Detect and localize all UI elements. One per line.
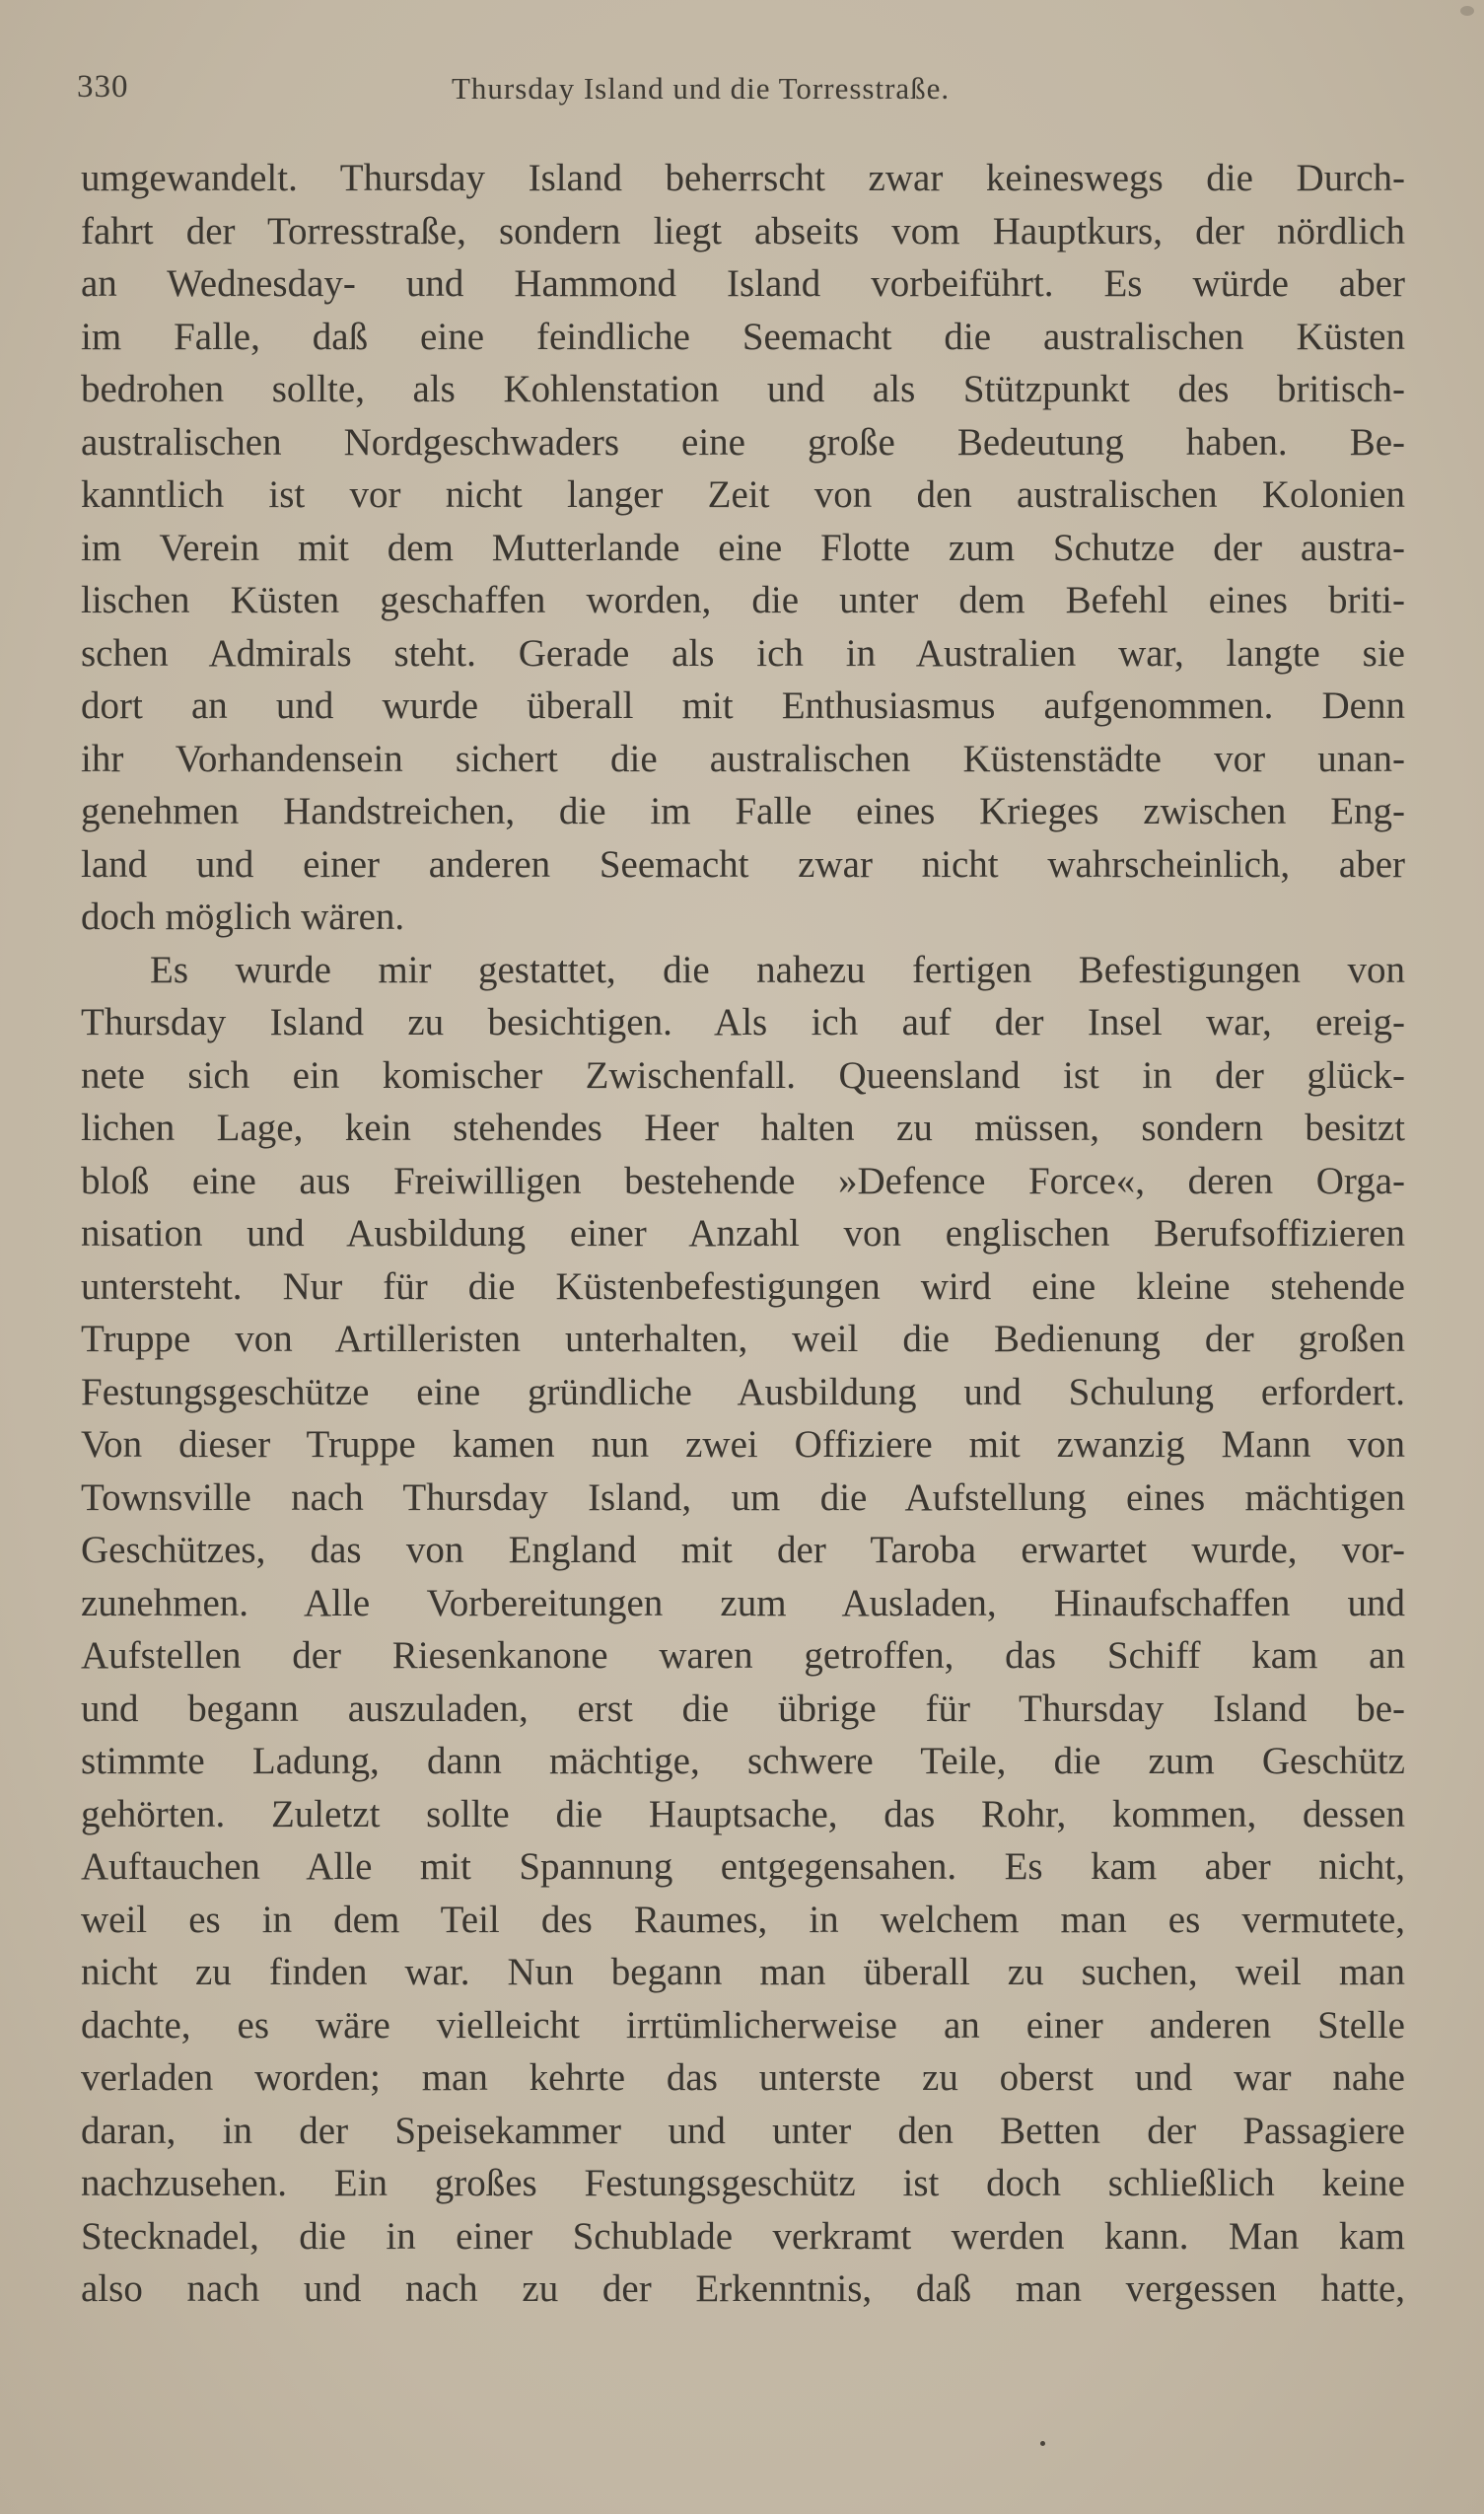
- text-line: dort an und wurde überall mit Enthusiasmus aufgenommen. Denn: [81, 684, 1405, 727]
- text-line: doch möglich wären.: [81, 896, 405, 938]
- text-line: lischen Küsten geschaffen worden, die unter dem Befehl eines briti-: [81, 579, 1405, 621]
- text-line: gehörten. Zuletzt sollte die Hauptsache, das Rohr, kommen, dessen: [81, 1792, 1405, 1835]
- text-line: lichen Lage, kein stehendes Heer halten zu müssen, sondern besitzt: [81, 1107, 1405, 1149]
- text-line: nete sich ein komischer Zwischenfall. Queensland ist in der glück-: [81, 1053, 1405, 1097]
- page-corner-mark: [1460, 6, 1474, 16]
- paper-speck: [1040, 2441, 1045, 2446]
- text-line: Stecknadel, die in einer Schublade verkramt werden kann. Man kam: [81, 2214, 1405, 2258]
- text-line: australischen Nordgeschwaders eine große Bedeutung haben. Be-: [81, 420, 1405, 464]
- text-line: Von dieser Truppe kamen nun zwei Offiziere mit zwanzig Mann von: [81, 1423, 1405, 1466]
- page-number: 330: [77, 69, 129, 105]
- text-line: bloß eine aus Freiwilligen bestehende »Defence Force«, deren Orga-: [81, 1159, 1405, 1202]
- text-line: nicht zu finden war. Nun begann man überall zu suchen, weil man: [81, 1951, 1405, 1993]
- text-line: nisation und Ausbildung einer Anzahl von englischen Berufsoffizieren: [81, 1212, 1405, 1255]
- text-line: fahrt der Torresstraße, sondern liegt abseits vom Hauptkurs, der nördlich: [81, 209, 1405, 252]
- text-line: im Verein mit dem Mutterlande eine Flotte zum Schutze der austra-: [81, 526, 1405, 569]
- text-line: weil es in dem Teil des Raumes, in welchem man es vermutete,: [81, 1898, 1405, 1941]
- text-line: Aufstellen der Riesenkanone waren getroffen, das Schiff kam an: [81, 1634, 1405, 1677]
- text-line: Festungsgeschütze eine gründliche Ausbildung und Schulung erfordert.: [81, 1370, 1405, 1413]
- text-line: Geschützes, das von England mit der Taroba erwartet wurde, vor-: [81, 1529, 1405, 1571]
- text-line: und begann auszuladen, erst die übrige für Thursday Island be-: [81, 1687, 1405, 1730]
- text-line: verladen worden; man kehrte das unterste zu oberst und war nahe: [81, 2056, 1405, 2099]
- text-line: Auftauchen Alle mit Spannung entgegensahen. Es kam aber nicht,: [81, 1845, 1405, 1888]
- paragraph-1: [81, 152, 1405, 944]
- page-header: [77, 69, 1403, 108]
- text-line: umgewandelt. Thursday Island beherrscht zwar keineswegs die Durch-: [81, 157, 1405, 199]
- text-line: nachzusehen. Ein großes Festungsgeschütz ist doch schließlich keine: [81, 2162, 1405, 2204]
- text-line: ihr Vorhandensein sichert die australischen Küstenstädte vor unan-: [81, 737, 1405, 780]
- text-line: stimmte Ladung, dann mächtige, schwere Teile, die zum Geschütz: [81, 1740, 1405, 1782]
- paragraph-2: [81, 944, 1405, 2316]
- text-line: untersteht. Nur für die Küstenbefestigungen wird eine kleine stehende: [81, 1264, 1405, 1308]
- text-line: Townsville nach Thursday Island, um die Aufstellung eines mächtigen: [81, 1475, 1405, 1519]
- text-line: bedrohen sollte, als Kohlenstation und als Stützpunkt des britisch-: [81, 368, 1405, 410]
- text-line: dachte, es wäre vielleicht irrtümlicherweise an einer anderen Stelle: [81, 2003, 1405, 2047]
- text-line: also nach und nach zu der Erkenntnis, daß man vergessen hatte,: [81, 2267, 1405, 2310]
- body-text: [81, 152, 1405, 2316]
- text-line: an Wednesday- und Hammond Island vorbeiführt. Es würde aber: [81, 262, 1405, 305]
- text-line: land und einer anderen Seemacht zwar nicht wahrscheinlich, aber: [81, 842, 1405, 886]
- text-line: zunehmen. Alle Vorbereitungen zum Ausladen, Hinaufschaffen und: [81, 1581, 1405, 1624]
- text-line: Thursday Island zu besichtigen. Als ich auf der Insel war, ereig-: [81, 1001, 1405, 1043]
- text-line: kanntlich ist vor nicht langer Zeit von den australischen Kolonien: [81, 473, 1405, 516]
- text-line: schen Admirals steht. Gerade als ich in Australien war, langte sie: [81, 631, 1405, 675]
- text-line: Es wurde mir gestattet, die nahezu fertigen Befestigungen von: [150, 948, 1405, 991]
- text-line: im Falle, daß eine feindliche Seemacht die australischen Küsten: [81, 315, 1405, 358]
- text-line: daran, in der Speisekammer und unter den Betten der Passagiere: [81, 2109, 1405, 2152]
- text-line: Truppe von Artilleristen unterhalten, weil die Bedienung der großen: [81, 1318, 1405, 1360]
- text-line: genehmen Handstreichen, die im Falle eines Krieges zwischen Eng-: [81, 790, 1405, 832]
- running-head: Thursday Island und die Torresstraße.: [452, 71, 951, 106]
